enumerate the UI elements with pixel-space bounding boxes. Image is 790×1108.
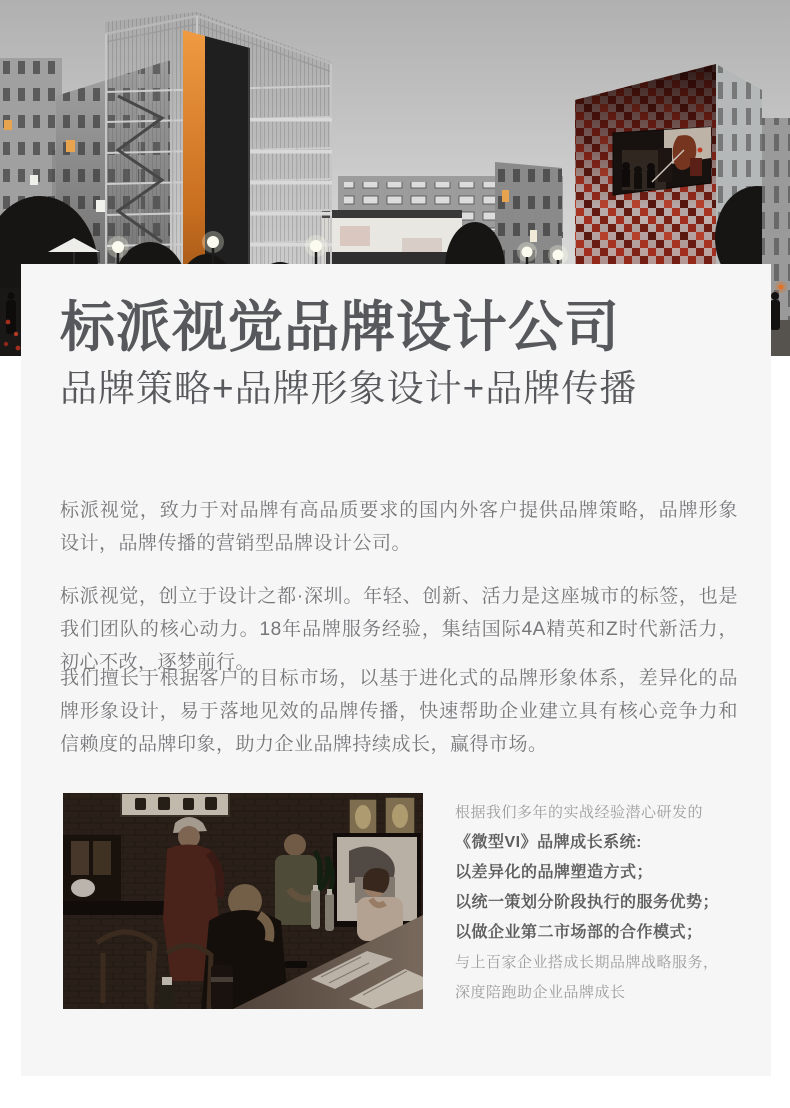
about-paragraph: 标派视觉，创立于设计之都·深圳。年轻、创新、活力是这座城市的标签，也是我们团队的核心动力。18年品牌服务经验，集结国际4A精英和Z时代新活力，初心不改，逐梦前行。 <box>60 586 738 673</box>
about-paragraph: 我们擅长于根据客户的目标市场，以基于进化式的品牌形象体系，差异化的品牌形象设计，易于落地见效的品牌传播，快速帮助企业建立具有核心竞争力和信赖度的品牌印象，助力企业品牌持续成长，赢得市场。 <box>60 668 738 755</box>
growth-system-block <box>455 798 755 1008</box>
growth-line: 《微型VI》品牌成长系统: <box>455 834 642 851</box>
led-screen <box>613 127 711 195</box>
growth-line: 根据我们多年的实战经验潜心研发的 <box>455 804 704 821</box>
content-card <box>21 264 771 1076</box>
growth-line: 以差异化的品牌塑造方式； <box>455 864 654 881</box>
about-paragraph: 标派视觉，致力于对品牌有高品质要求的国内外客户提供品牌策略，品牌形象设计，品牌传播的营销型品牌设计公司。 <box>60 500 738 554</box>
page-subtitle: 品牌策略+品牌形象设计+品牌传播 <box>60 368 638 409</box>
growth-line: 深度陪跑助企业品牌成长 <box>455 984 626 1001</box>
page-title: 标派视觉品牌设计公司 <box>60 296 621 358</box>
team-meeting-photo <box>63 793 423 1009</box>
growth-line: 与上百家企业搭成长期品牌战略服务， <box>455 954 719 971</box>
growth-line: 以统一策划分阶段执行的服务优势； <box>455 894 720 911</box>
growth-line: 以做企业第二市场部的合作模式； <box>455 924 703 941</box>
